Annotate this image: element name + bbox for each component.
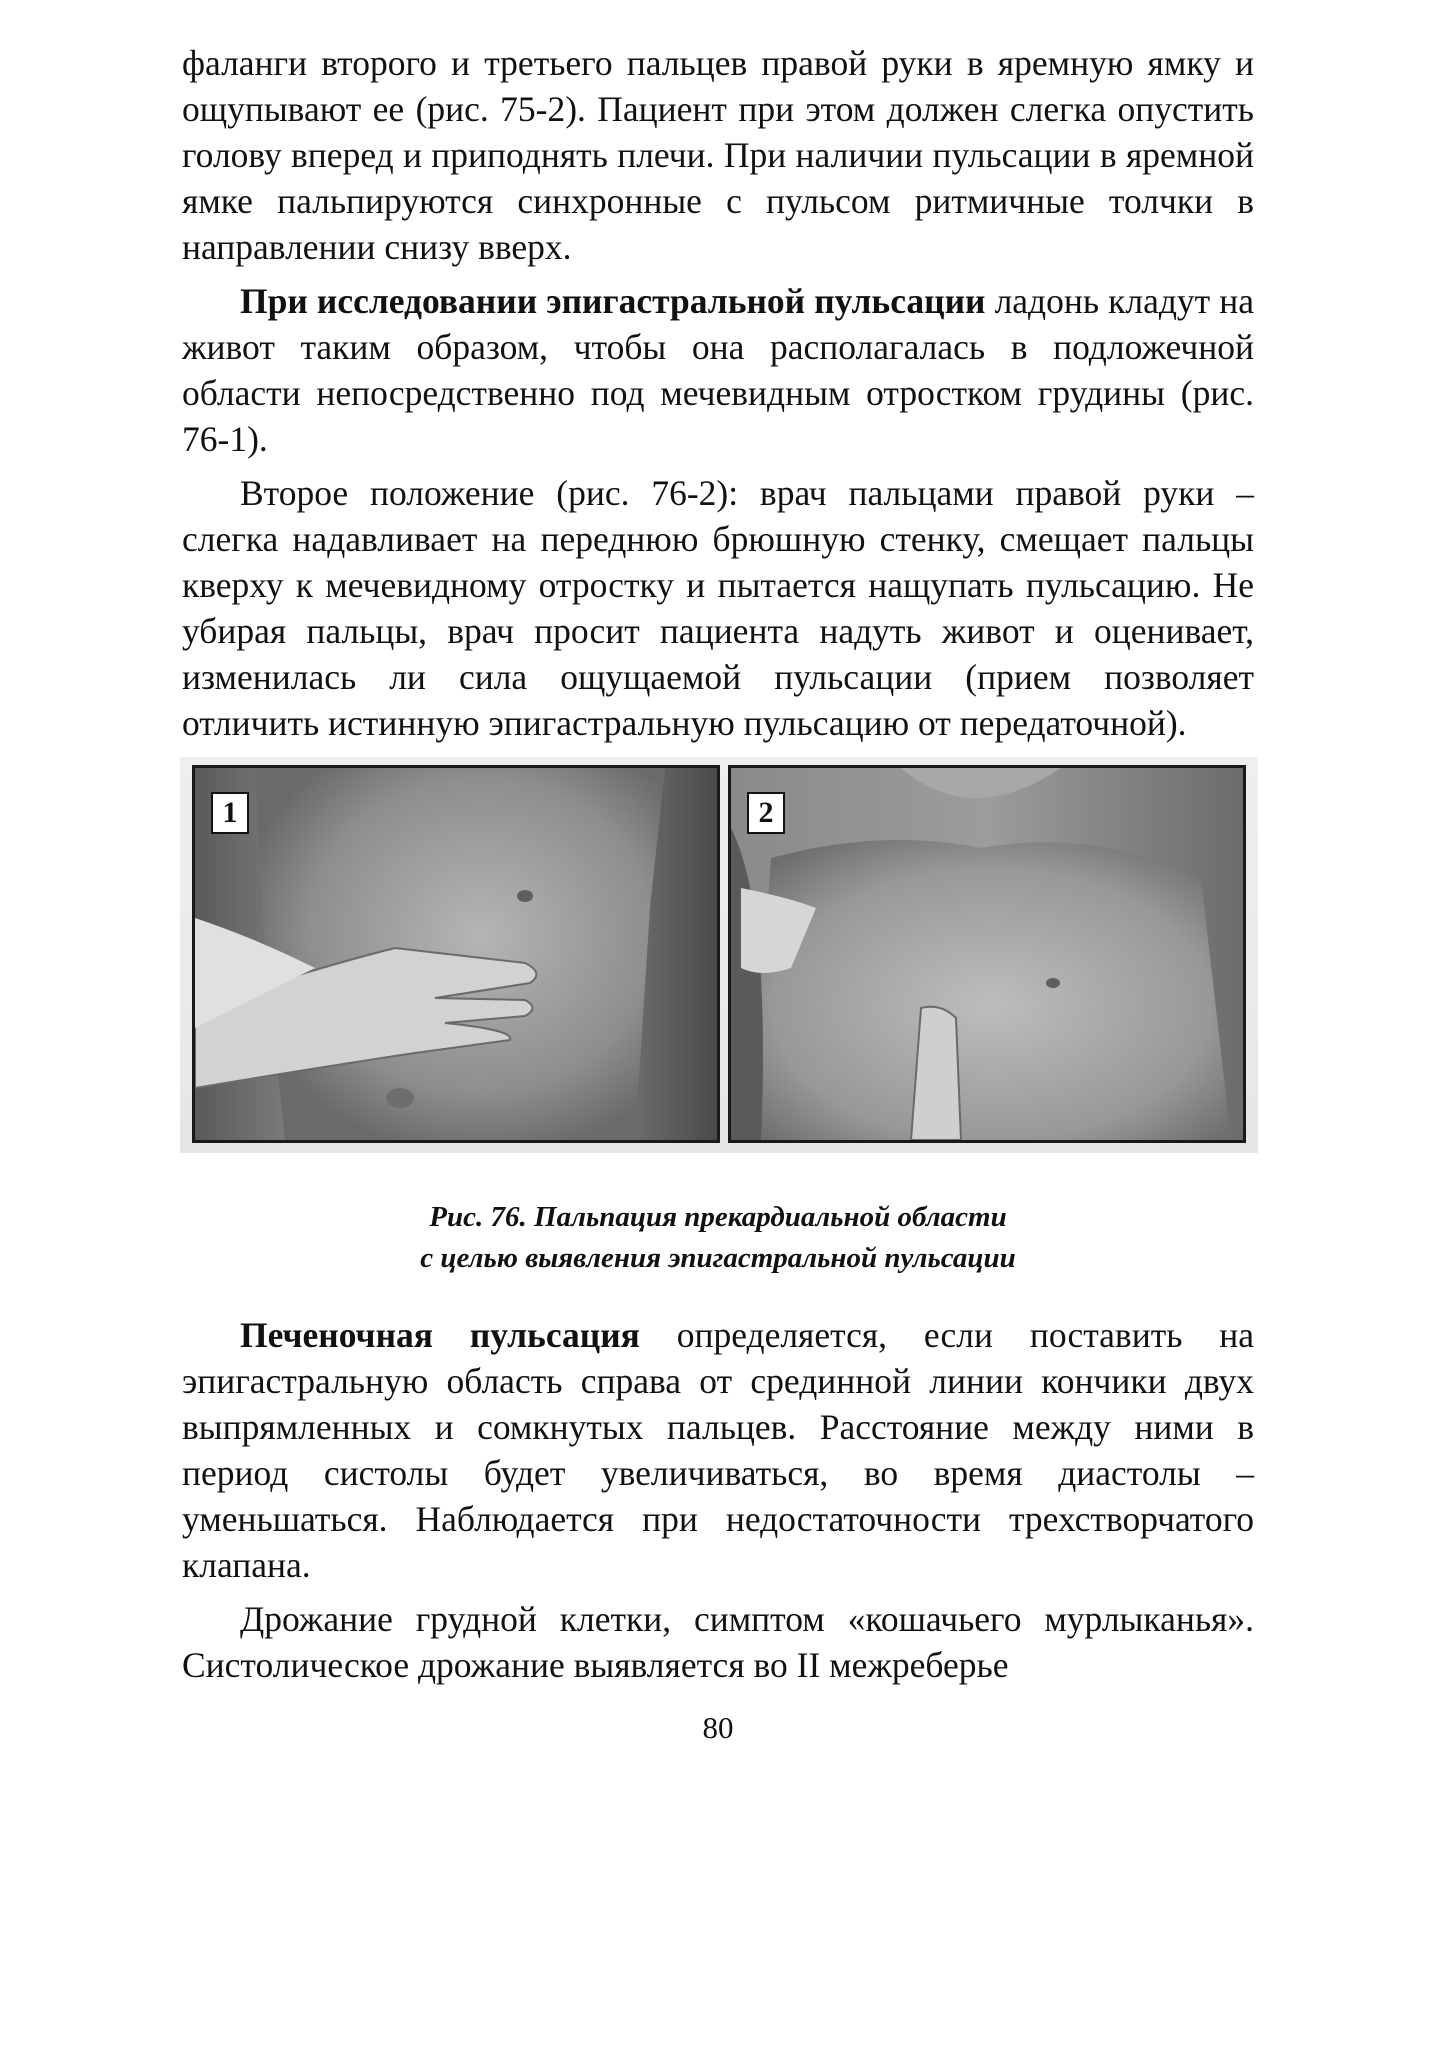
paragraph-text: ладонь кладут на живот таким образом, чтобы она располагалась в подложечной области непосредственно под мечевидным отростком грудины (рис. 76-1). [182,281,1254,459]
paragraph-hepatic-pulsation [182,1312,1254,1588]
paragraph-epigastric-pulsation [182,278,1254,462]
panel-number-1: 1 [211,792,249,834]
figure-76 [180,757,1258,1153]
paragraph-text: Второе положение (рис. 76-2): врач пальцами правой руки – слегка надавливает на переднюю брюшную стенку, смещает пальцы кверху к мечевидному отростку и пытается нащупать пульсацию. Не убирая пальцы, врач просит пациента надуть живот и оценивает, изменилась ли сила ощущаемой пульсации (прием позволяет отличить истинную эпигастральную пульсацию от передаточной). [182,473,1254,743]
photo-panel-2 [728,765,1246,1143]
paragraph-jugular-pulsation [182,40,1254,270]
top-text-block [182,40,1254,754]
figure-caption [182,1197,1254,1279]
paragraph-chest-thrill [182,1596,1254,1688]
paragraph-text: определяется, если поставить на эпигастральную область справа от срединной линии кончики двух выпрямленных и сомкнутых пальцев. Расстояние между ними в период систолы будет увеличиваться, во время диастолы – уменьшаться. Наблюдается при недостаточности трехстворчатого клапана. [182,1315,1254,1585]
photo-panel-1 [192,765,720,1143]
photo-fingers-to-xiphoid [731,768,1243,1140]
paragraph-text: фаланги второго и третьего пальцев правой руки в яремную ямку и ощупывают ее (рис. 75-2). Пациент при этом должен слегка опустить голову вперед и приподнять плечи. При наличии пульсации в яремной ямке пальпируются синхронные с пульсом ритмичные толчки в направлении снизу вверх. [182,43,1254,267]
caption-line-2: с целью выявления эпигастральной пульсации [420,1242,1016,1274]
paragraph-text: Дрожание грудной клетки, симптом «кошачьего мурлыканья». Систолическое дрожание выявляется во II межреберье [182,1599,1254,1685]
paragraph-bold-term: Печеночная пульсация [240,1315,640,1355]
caption-line-1: Рис. 76. Пальпация прекардиальной области [429,1201,1007,1233]
page-number: 80 [702,1710,734,1745]
paragraph-second-position [182,470,1254,746]
panel-number-2: 2 [747,792,785,834]
photo-palm-on-epigastrium [195,768,717,1140]
bottom-text-block [182,1312,1254,1696]
paragraph-bold-term: При исследовании эпигастральной пульсации [240,281,986,321]
